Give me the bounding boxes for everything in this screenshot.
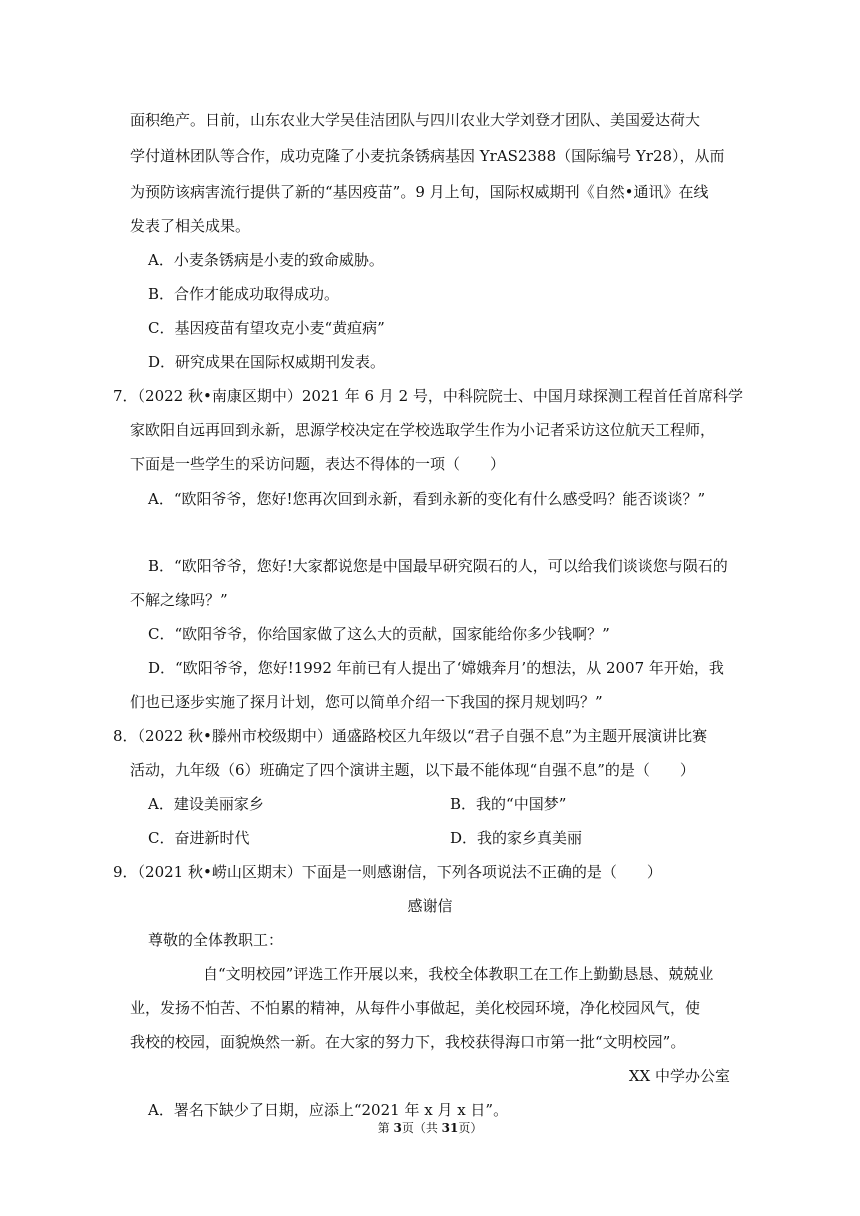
q8-option-d: D．我的家乡真美丽 — [450, 829, 583, 847]
q8-option-c: C．奋进新时代 — [148, 829, 250, 847]
q8-option-a: A．建设美丽家乡 — [148, 795, 264, 813]
q7-option-d-line-1: D．“欧阳爷爷，您好!1992 年前已有人提出了‘嫦娥奔月’的想法，从 2007 年开始，我 — [148, 659, 724, 677]
q7-stem-line-3: 下面是一些学生的采访问题，表达不得体的一项（ ） — [130, 455, 506, 473]
letter-signature: XX 中学办公室 — [628, 1067, 730, 1085]
letter-title: 感谢信 — [407, 897, 453, 915]
q8-stem-line-1: 8．（2022 秋•滕州市校级期中）通盛路校区九年级以“君子自强不息”为主题开展演讲比赛 — [113, 727, 708, 745]
total-pages: 31 — [441, 1121, 459, 1135]
q7-option-d-line-2: 们也已逐步实施了探月计划，您可以简单介绍一下我国的探月规划吗？” — [130, 693, 603, 711]
q7-stem-line-2: 家欧阳自远再回到永新，思源学校决定在学校选取学生作为小记者采访这位航天工程师， — [130, 421, 716, 439]
q7-option-a: A．“欧阳爷爷，您好!您再次回到永新，看到永新的变化有什么感受吗？能否谈谈？” — [148, 490, 706, 508]
footer-suffix: 页） — [458, 1121, 483, 1135]
footer-middle: 页（共 — [401, 1121, 442, 1135]
q6-option-d: D．研究成果在国际权威期刊发表。 — [148, 353, 386, 371]
q9-option-a: A．署名下缺少了日期，应添上“2021 年 x 月 x 日”。 — [148, 1101, 509, 1119]
letter-body-line-3: 我校的校园，面貌焕然一新。在大家的努力下，我校获得海口市第一批“文明校园”。 — [130, 1033, 686, 1051]
q8-option-b: B．我的“中国梦” — [450, 795, 567, 813]
passage-line-2: 学付道林团队等合作，成功克隆了小麦抗条锈病基因 YrAS2388（国际编号 Yr28），从而 — [130, 147, 725, 165]
page-number: 3 — [393, 1121, 402, 1135]
footer-prefix: 第 — [377, 1121, 394, 1135]
q7-option-c: C．“欧阳爷爷，你给国家做了这么大的贡献，国家能给你多少钱啊？” — [148, 625, 610, 643]
page-footer — [0, 1120, 860, 1136]
q8-stem-line-2: 活动，九年级（6）班确定了四个演讲主题，以下最不能体现“自强不息”的是（ ） — [130, 761, 695, 779]
q6-option-b: B．合作才能成功取得成功。 — [148, 285, 340, 303]
q7-stem-line-1: 7．（2022 秋•南康区期中）2021 年 6 月 2 号，中科院院士、中国月球探测工程首任首席科学 — [113, 387, 743, 405]
passage-line-3: 为预防该病害流行提供了新的“基因疫苗”。9 月上旬，国际权威期刊《自然•通讯》在线 — [130, 183, 709, 201]
q7-option-b-line-2: 不解之缘吗？” — [130, 591, 228, 609]
letter-body-line-1: 自“文明校园”评选工作开展以来，我校全体教职工在工作上勤勤恳恳、兢兢业 — [203, 965, 714, 983]
q9-stem: 9．（2021 秋•崂山区期末）下面是一则感谢信，下列各项说法不正确的是（ ） — [113, 863, 662, 881]
passage-line-4: 发表了相关成果。 — [130, 217, 251, 235]
passage-line-1: 面积绝产。日前，山东农业大学吴佳洁团队与四川农业大学刘登才团队、美国爱达荷大 — [130, 111, 701, 129]
q6-option-a: A．小麦条锈病是小麦的致命威胁。 — [148, 251, 384, 269]
q7-option-b-line-1: B．“欧阳爷爷，您好!大家都说您是中国最早研究陨石的人，可以给我们谈谈您与陨石的 — [148, 557, 728, 575]
letter-body-line-2: 业，发扬不怕苦、不怕累的精神，从每件小事做起，美化校园环境，净化校园风气，使 — [130, 999, 701, 1017]
q6-option-c: C．基因疫苗有望攻克小麦“黄疸病” — [148, 319, 385, 337]
letter-salutation: 尊敬的全体教职工： — [148, 931, 284, 949]
